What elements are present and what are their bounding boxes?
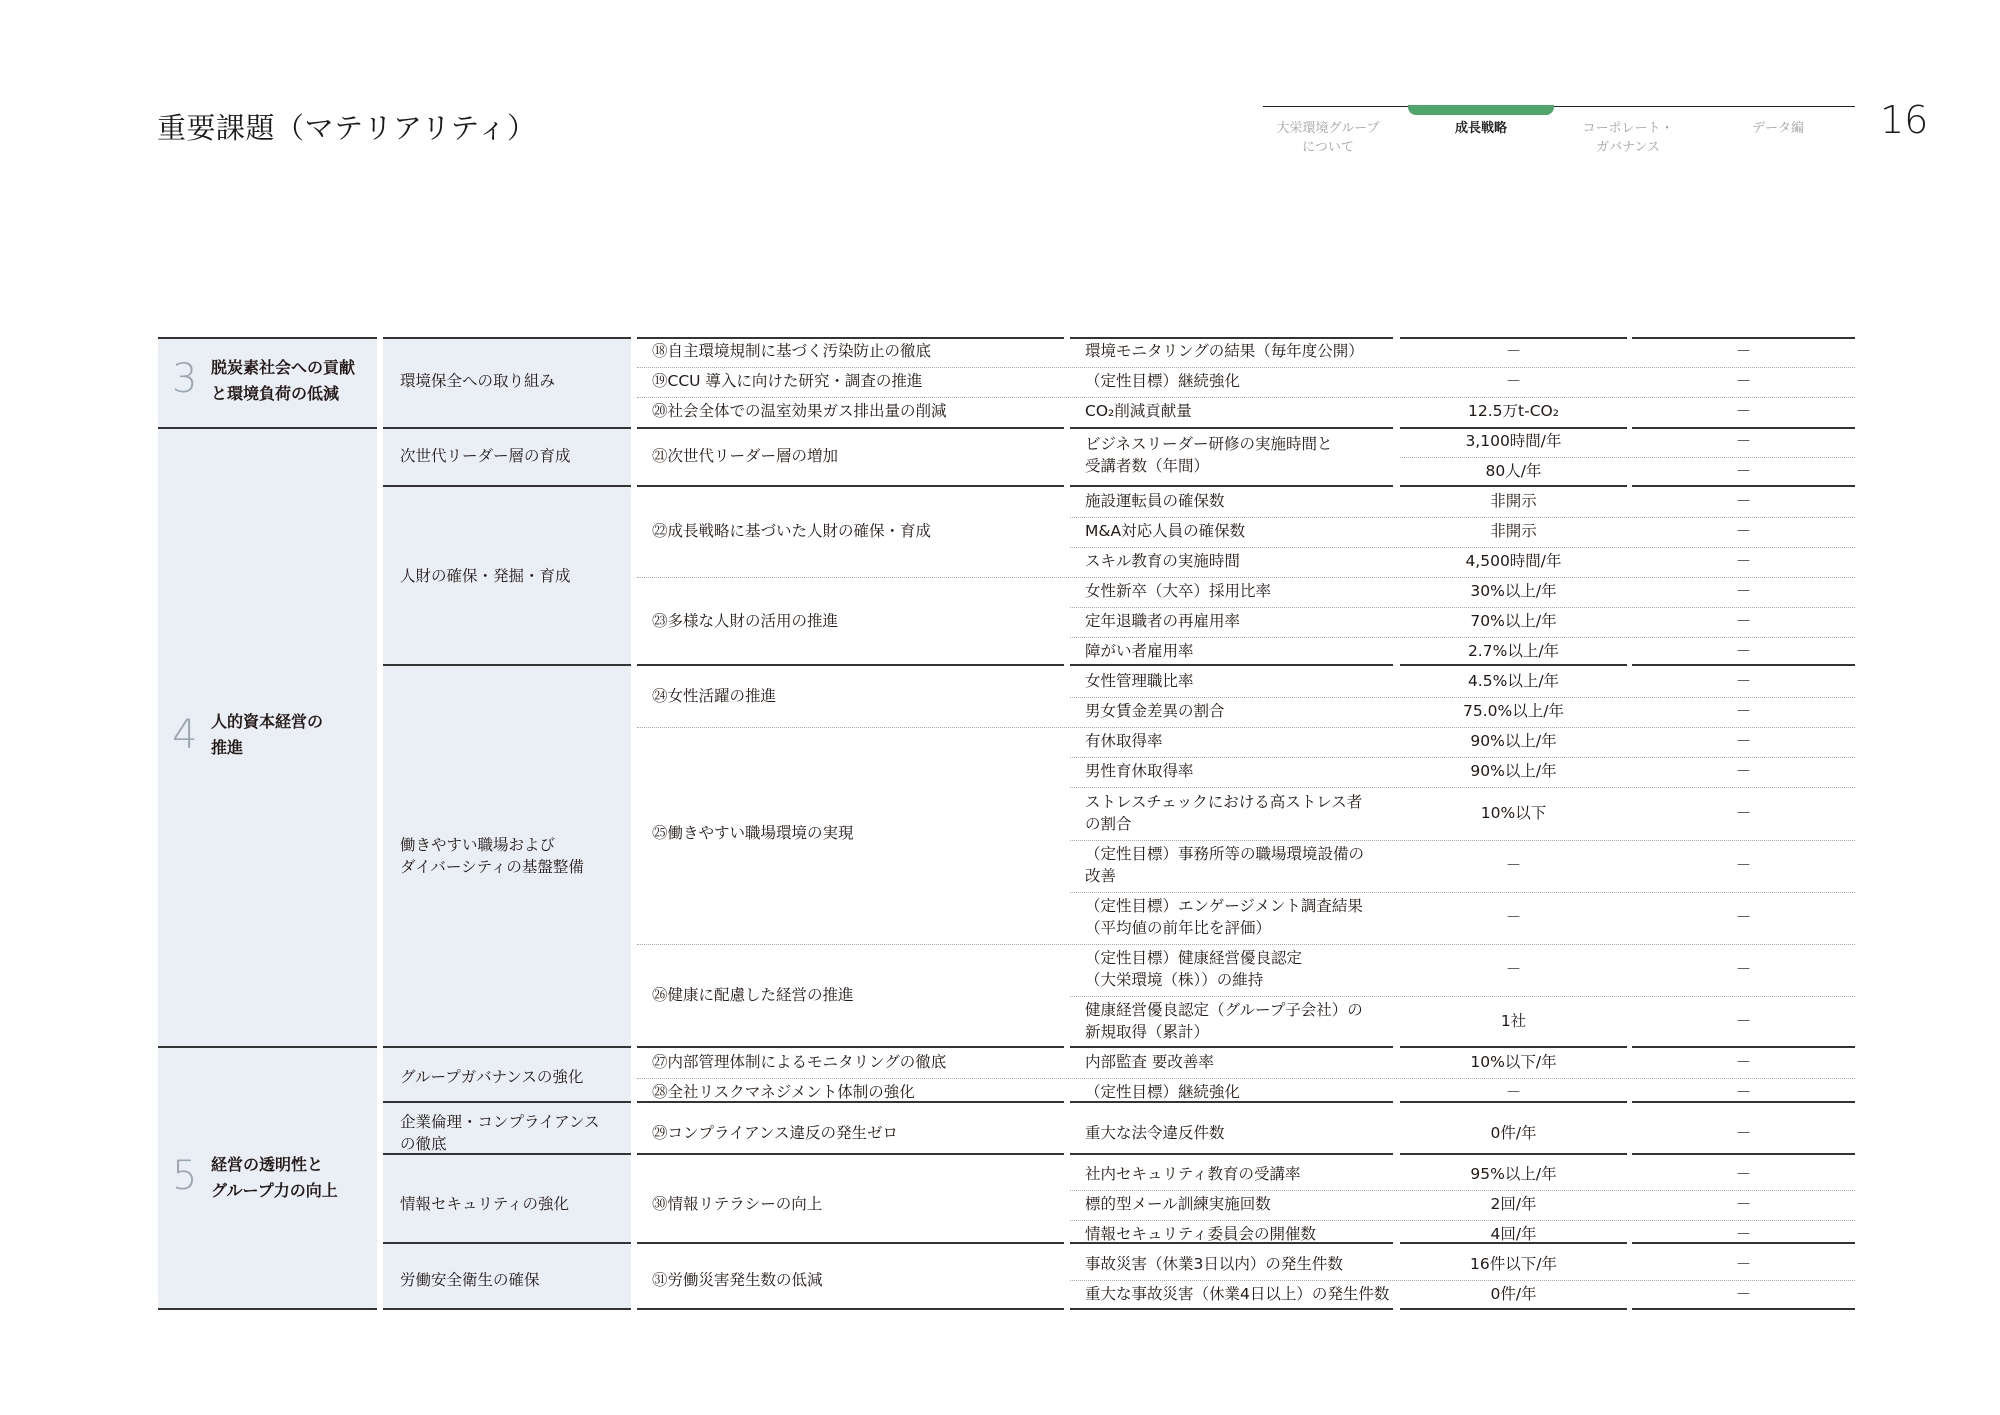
kpi-result: － — [1735, 612, 1752, 630]
kpi-result: － — [1735, 1225, 1752, 1243]
table-rule — [1400, 427, 1627, 429]
kpi-label: CO₂削減貢献量 — [1085, 402, 1192, 420]
kpi-label: 事故災害（休業3日以内）の発生件数 — [1085, 1255, 1343, 1273]
category-number: 5 — [172, 1153, 198, 1199]
table-rule — [1070, 427, 1393, 429]
table-rule — [1632, 1242, 1855, 1244]
initiative-label: ㉕働きやすい職場環境の実現 — [652, 824, 854, 842]
kpi-label: 男女賃金差異の割合 — [1085, 702, 1225, 720]
table-dotted-rule — [637, 397, 1855, 398]
kpi-result: － — [1735, 462, 1752, 480]
page-title: 重要課題（マテリアリティ） — [157, 111, 537, 145]
table-dotted-rule — [637, 577, 1855, 578]
nav-tab-label: 成長戦略 — [1454, 121, 1507, 136]
theme-label: 環境保全への取り組み — [400, 372, 556, 390]
initiative-label: ㉑次世代リーダー層の増加 — [652, 447, 839, 465]
initiative-label: ㉗内部管理体制によるモニタリングの徹底 — [652, 1053, 947, 1071]
initiative-label: ⑱自主環境規制に基づく汚染防止の徹底 — [652, 342, 932, 360]
table-rule — [1632, 1308, 1855, 1310]
kpi-label: M&A対応人員の確保数 — [1085, 522, 1246, 540]
kpi-result: － — [1735, 732, 1752, 750]
table-rule — [383, 1153, 631, 1155]
table-rule — [383, 427, 631, 429]
kpi-label: 標的型メール訓練実施回数 — [1085, 1195, 1271, 1213]
initiative-label: ㉘全社リスクマネジメント体制の強化 — [652, 1083, 915, 1101]
kpi-target: 非開示 — [1490, 492, 1537, 510]
kpi-target: 90%以上/年 — [1470, 732, 1557, 750]
kpi-result: － — [1735, 522, 1752, 540]
kpi-label: 内部監査 要改善率 — [1085, 1053, 1214, 1071]
kpi-label: 有休取得率 — [1085, 732, 1163, 750]
table-rule — [1632, 337, 1855, 339]
table-dotted-rule — [637, 727, 1855, 728]
kpi-target: － — [1505, 372, 1522, 390]
theme-label: ダイバーシティの基盤整備 — [400, 858, 584, 876]
table-rule — [637, 1101, 1064, 1103]
kpi-target: 75.0%以上/年 — [1463, 702, 1564, 720]
kpi-label: （定性目標）事務所等の職場環境設備の — [1085, 845, 1365, 863]
kpi-label: 重大な事故災害（休業4日以上）の発生件数 — [1085, 1285, 1390, 1303]
kpi-label: 社内セキュリティ教育の受講率 — [1085, 1165, 1301, 1183]
kpi-result: － — [1735, 1285, 1752, 1303]
kpi-label: 施設運転員の確保数 — [1085, 492, 1225, 510]
kpi-label: 改善 — [1085, 867, 1117, 885]
kpi-label: 情報セキュリティ委員会の開催数 — [1085, 1225, 1316, 1243]
table-rule — [1070, 1101, 1393, 1103]
kpi-label: 新規取得（累計） — [1085, 1023, 1210, 1041]
nav-tab-label: データ編 — [1751, 121, 1804, 136]
initiative-label: ㉖健康に配慮した経営の推進 — [652, 986, 854, 1004]
table-rule — [637, 485, 1064, 487]
kpi-target: － — [1505, 960, 1522, 978]
category-number: 4 — [172, 712, 198, 758]
initiative-label: ㉓多様な人財の活用の推進 — [652, 612, 839, 630]
nav-tab-label: ガバナンス — [1596, 140, 1660, 155]
kpi-result: － — [1735, 1255, 1752, 1273]
kpi-target: 70%以上/年 — [1470, 612, 1557, 630]
table-rule — [1070, 485, 1393, 487]
table-rule — [637, 1308, 1064, 1310]
theme-label: 人財の確保・発掘・育成 — [400, 567, 571, 585]
table-rule — [637, 427, 1064, 429]
table-rule — [383, 1308, 631, 1310]
table-rule — [1070, 664, 1393, 666]
kpi-result: － — [1735, 1012, 1752, 1030]
table-rule — [158, 1308, 377, 1310]
kpi-label: 受講者数（年間） — [1085, 457, 1210, 475]
table-dotted-rule — [1070, 1190, 1855, 1191]
kpi-target: 4,500時間/年 — [1465, 552, 1562, 570]
kpi-result: － — [1735, 342, 1752, 360]
kpi-result: － — [1735, 372, 1752, 390]
kpi-label: 定年退職者の再雇用率 — [1085, 612, 1241, 630]
table-dotted-rule — [1070, 1220, 1855, 1221]
kpi-result: － — [1735, 432, 1752, 450]
kpi-result: － — [1735, 1195, 1752, 1213]
category-label: 人的資本経営の 推進 — [211, 712, 324, 757]
table-rule — [1400, 1153, 1627, 1155]
kpi-result: － — [1735, 582, 1752, 600]
kpi-result: － — [1735, 1124, 1752, 1142]
table-rule — [1070, 1308, 1393, 1310]
table-dotted-rule — [1070, 787, 1855, 788]
kpi-target: 4回/年 — [1490, 1225, 1537, 1243]
kpi-target: 0件/年 — [1490, 1285, 1537, 1303]
table-dotted-rule — [1070, 637, 1855, 638]
kpi-label: （定性目標）健康経営優良認定 — [1085, 949, 1303, 967]
nav-tab-label: コーポレート・ — [1582, 121, 1674, 136]
kpi-label: ストレスチェックにおける高ストレス者 — [1085, 793, 1363, 811]
table-rule — [158, 427, 377, 429]
table-dotted-rule — [637, 1078, 1855, 1079]
nav-tab-label: 大栄環境グループ — [1276, 121, 1380, 136]
kpi-result: － — [1735, 702, 1752, 720]
table-dotted-rule — [1070, 547, 1855, 548]
table-rule — [383, 1046, 631, 1048]
page-number: 16 — [1880, 98, 1929, 142]
category-number: 3 — [172, 356, 198, 402]
table-rule — [637, 664, 1064, 666]
theme-column-bg — [383, 338, 631, 1310]
theme-label: 情報セキュリティの強化 — [400, 1195, 569, 1213]
kpi-target: 10%以下/年 — [1470, 1053, 1557, 1071]
table-rule — [1632, 664, 1855, 666]
kpi-label: （平均値の前年比を評価） — [1085, 919, 1272, 937]
kpi-target: － — [1505, 856, 1522, 874]
kpi-target: 30%以上/年 — [1470, 582, 1557, 600]
table-dotted-rule — [1070, 892, 1855, 893]
category-label: 脱炭素社会への貢献 と環境負荷の低減 — [211, 358, 356, 403]
table-dotted-rule — [1070, 840, 1855, 841]
kpi-label: （大栄環境（株））の維持 — [1085, 971, 1264, 989]
kpi-label: 障がい者雇用率 — [1085, 642, 1194, 660]
kpi-label: （定性目標）エンゲージメント調査結果 — [1085, 897, 1363, 915]
table-dotted-rule — [637, 944, 1855, 945]
kpi-result: － — [1735, 492, 1752, 510]
kpi-target: － — [1505, 908, 1522, 926]
kpi-target: 4.5%以上/年 — [1467, 672, 1560, 690]
table-rule — [1070, 337, 1393, 339]
kpi-result: － — [1735, 1083, 1752, 1101]
table-rule — [1632, 1101, 1855, 1103]
table-rule — [1400, 1101, 1627, 1103]
table-dotted-rule — [1070, 996, 1855, 997]
table-rule — [383, 664, 631, 666]
table-dotted-rule — [1070, 607, 1855, 608]
table-dotted-rule — [1070, 757, 1855, 758]
theme-label: の徹底 — [400, 1135, 447, 1153]
kpi-label: 女性新卒（大卒）採用比率 — [1085, 582, 1272, 600]
kpi-result: － — [1735, 960, 1752, 978]
kpi-target: 90%以上/年 — [1470, 762, 1557, 780]
table-rule — [1632, 1153, 1855, 1155]
kpi-result: － — [1735, 856, 1752, 874]
table-rule — [1632, 485, 1855, 487]
table-rule — [1070, 1153, 1393, 1155]
table-rule — [1400, 485, 1627, 487]
table-rule — [383, 1101, 631, 1103]
kpi-result: － — [1735, 642, 1752, 660]
initiative-label: ㉔女性活躍の推進 — [652, 687, 777, 705]
theme-label: 企業倫理・コンプライアンス — [400, 1113, 600, 1131]
kpi-result: － — [1735, 908, 1752, 926]
initiative-label: ㉛労働災害発生数の低減 — [652, 1271, 823, 1289]
table-rule — [637, 1242, 1064, 1244]
kpi-label: の割合 — [1085, 815, 1132, 833]
kpi-label: 男性育休取得率 — [1085, 762, 1194, 780]
table-rule — [383, 337, 631, 339]
table-rule — [383, 1242, 631, 1244]
kpi-label: スキル教育の実施時間 — [1085, 552, 1240, 570]
kpi-label: （定性目標）継続強化 — [1085, 1083, 1241, 1101]
table-dotted-rule — [1070, 1280, 1855, 1281]
table-rule — [1632, 1046, 1855, 1048]
kpi-result: － — [1735, 1165, 1752, 1183]
category-label: 経営の透明性と グループ力の向上 — [211, 1155, 338, 1200]
table-rule — [383, 485, 631, 487]
kpi-label: （定性目標）継続強化 — [1085, 372, 1241, 390]
table-rule — [1070, 1242, 1393, 1244]
table-rule — [1400, 1046, 1627, 1048]
kpi-label: 健康経営優良認定（グループ子会社）の — [1085, 1001, 1363, 1019]
kpi-result: － — [1735, 804, 1752, 822]
initiative-label: ㉒成長戦略に基づいた人財の確保・育成 — [652, 522, 932, 540]
kpi-target: 2.7%以上/年 — [1467, 642, 1560, 660]
table-rule — [158, 1046, 377, 1048]
table-rule — [1400, 664, 1627, 666]
kpi-result: － — [1735, 552, 1752, 570]
kpi-target: 3,100時間/年 — [1465, 432, 1562, 450]
table-dotted-rule — [1070, 517, 1855, 518]
nav-tab-label: について — [1302, 140, 1354, 155]
theme-label: 労働安全衛生の確保 — [400, 1271, 540, 1289]
kpi-result: － — [1735, 1053, 1752, 1071]
kpi-target: 12.5万t-CO₂ — [1468, 402, 1559, 420]
kpi-label: 環境モニタリングの結果（毎年度公開） — [1085, 342, 1364, 360]
table-rule — [158, 337, 377, 339]
initiative-label: ⑲CCU 導入に向けた研究・調査の推進 — [652, 372, 923, 390]
kpi-target: 2回/年 — [1490, 1195, 1537, 1213]
initiative-label: ㉙コンプライアンス違反の発生ゼロ — [652, 1124, 898, 1142]
kpi-target: － — [1505, 1083, 1522, 1101]
table-rule — [1070, 1046, 1393, 1048]
kpi-result: － — [1735, 672, 1752, 690]
kpi-label: 重大な法令違反件数 — [1085, 1124, 1225, 1142]
kpi-target: 10%以下 — [1480, 804, 1547, 822]
kpi-label: ビジネスリーダー研修の実施時間と — [1085, 435, 1333, 453]
kpi-target: 非開示 — [1490, 522, 1537, 540]
table-rule — [1400, 1308, 1627, 1310]
table-rule — [1400, 337, 1627, 339]
kpi-result: － — [1735, 762, 1752, 780]
theme-label: 次世代リーダー層の育成 — [400, 447, 571, 465]
kpi-result: － — [1735, 402, 1752, 420]
kpi-target: 80人/年 — [1485, 462, 1542, 480]
kpi-target: － — [1505, 342, 1522, 360]
kpi-target: 16件以下/年 — [1470, 1255, 1557, 1273]
table-dotted-rule — [637, 367, 1855, 368]
table-rule — [637, 337, 1064, 339]
table-rule — [637, 1153, 1064, 1155]
kpi-target: 95%以上/年 — [1470, 1165, 1557, 1183]
table-rule — [637, 1046, 1064, 1048]
initiative-label: ⑳社会全体での温室効果ガス排出量の削減 — [652, 402, 947, 420]
kpi-target: 1社 — [1500, 1012, 1527, 1030]
table-dotted-rule — [1070, 697, 1855, 698]
table-rule — [1400, 1242, 1627, 1244]
table-dotted-rule — [1400, 457, 1855, 458]
theme-label: 働きやすい職場および — [400, 836, 556, 854]
initiative-label: ㉚情報リテラシーの向上 — [652, 1195, 823, 1213]
table-rule — [1632, 427, 1855, 429]
kpi-target: 0件/年 — [1490, 1124, 1537, 1142]
theme-label: グループガバナンスの強化 — [400, 1068, 584, 1086]
kpi-label: 女性管理職比率 — [1085, 672, 1194, 690]
